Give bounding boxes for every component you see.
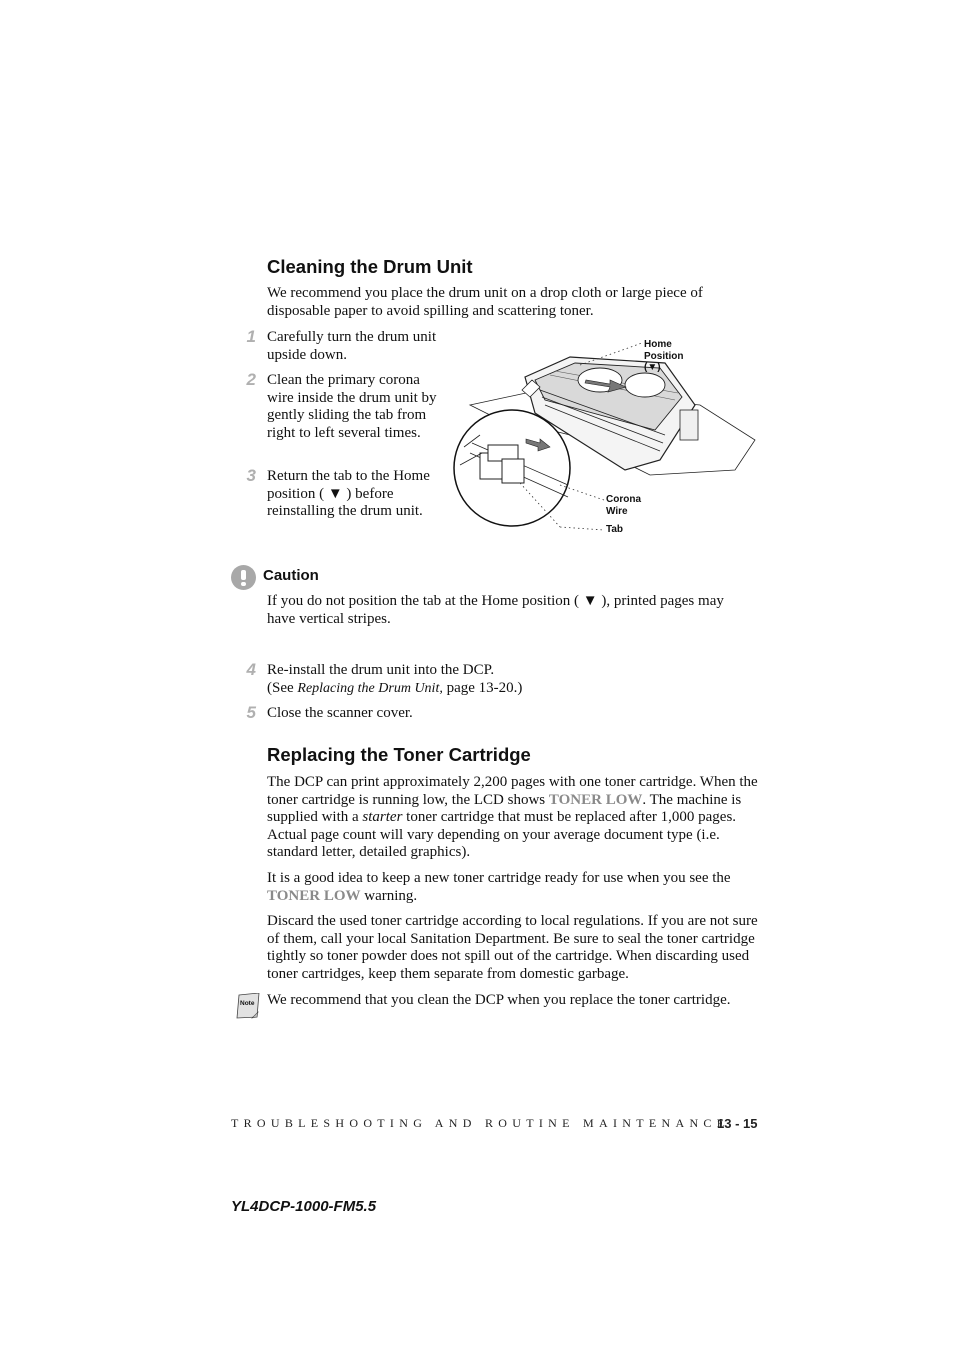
- label-home-position: [644, 339, 683, 374]
- step-number-3: 3: [246, 466, 256, 485]
- section-intro: We recommend you place the drum unit on a drop cloth or large piece of disposable paper to avoid spilling and scattering toner.: [267, 285, 703, 319]
- p1-text-b: . The machine is supplied with a: [267, 791, 742, 826]
- label-corona-line1: Corona: [606, 494, 641, 505]
- section-title-cleaning-drum: Cleaning the Drum Unit: [267, 256, 473, 277]
- label-tab: Tab: [606, 524, 624, 535]
- footer-page-number: 13 - 15: [717, 1116, 758, 1131]
- caution-text: If you do not position the tab at the Home position ( ▼ ), printed pages may have vertical stripes.: [267, 593, 724, 627]
- document-id: YL4DCP-1000-FM5.5: [231, 1198, 377, 1215]
- step-4-reference: [267, 680, 737, 698]
- step-4-ref-prefix: (See: [267, 679, 298, 696]
- note-icon-label: Note: [240, 1000, 255, 1007]
- label-home-line2: Position: [644, 350, 684, 362]
- toner-paragraph-2: [267, 870, 759, 905]
- p1-text-a: The DCP can print approximately 2,200 pages with one toner cartridge. When the toner cartridge is running low, the LCD shows: [267, 774, 758, 808]
- toner-paragraph-1: [267, 774, 759, 862]
- step-text-1: Carefully turn the drum unit upside down.: [267, 329, 437, 363]
- step-number-5: 5: [246, 703, 256, 722]
- lcd-message-toner-low: TONER LOW: [548, 791, 643, 808]
- lcd-message-toner-low-2: TONER LOW: [267, 887, 361, 904]
- caution-title: Caution: [263, 567, 319, 584]
- step-4-ref-suffix: page 13-20.): [442, 679, 523, 696]
- p2-text-a: It is a good idea to keep a new toner cartridge ready for use when you see the: [267, 870, 731, 886]
- step-text-3: Return the tab to the Home position ( ▼ ) before reinstalling the drum unit.: [267, 468, 430, 520]
- label-corona-line2: Wire: [606, 505, 628, 517]
- step-text-2: Clean the primary corona wire inside the drum unit by gently sliding the tab from right to left several times.: [267, 372, 437, 441]
- step-4-line1: Re-install the drum unit into the DCP.: [267, 662, 495, 678]
- p1-italic-starter: starter: [362, 809, 403, 826]
- drum-unit-drawing: [450, 335, 760, 535]
- toner-paragraph-3: Discard the used toner cartridge according to local regulations. If you are not sure of them, call your local Sanitation Department. Be sure to seal the toner cartridge tightly so toner powder does not spill out of the cartridge. When discarding used toner cartridges, keep them separate from domestic garbage.: [267, 913, 758, 982]
- note-text: We recommend that you clean the DCP when you replace the toner cartridge.: [267, 992, 731, 1008]
- section-title-replacing-toner: Replacing the Toner Cartridge: [267, 744, 531, 765]
- footer-chapter: TROUBLESHOOTING AND ROUTINE MAINTENANCE: [231, 1116, 730, 1130]
- step-text-5: Close the scanner cover.: [267, 705, 413, 721]
- note-page-icon: [235, 993, 261, 1019]
- p1-text-c: toner cartridge that must be replaced after 1,000 pages. Actual page count will vary depending on your average document type (i.e. standard letter, detailed graphics).: [267, 809, 737, 861]
- exclamation-circle-icon: [231, 565, 256, 590]
- step-text-4: [267, 662, 737, 697]
- step-number-2: 2: [246, 370, 256, 389]
- step-4-ref-title: Replacing the Drum Unit,: [297, 680, 443, 696]
- p2-text-b: warning.: [360, 887, 418, 904]
- label-home-line3: (▼): [644, 362, 661, 373]
- step-number-4: 4: [246, 660, 256, 679]
- label-corona-wire: [606, 494, 641, 517]
- step-number-1: 1: [246, 327, 256, 346]
- label-home-line1: Home: [644, 339, 672, 350]
- drum-unit-illustration: [450, 335, 760, 535]
